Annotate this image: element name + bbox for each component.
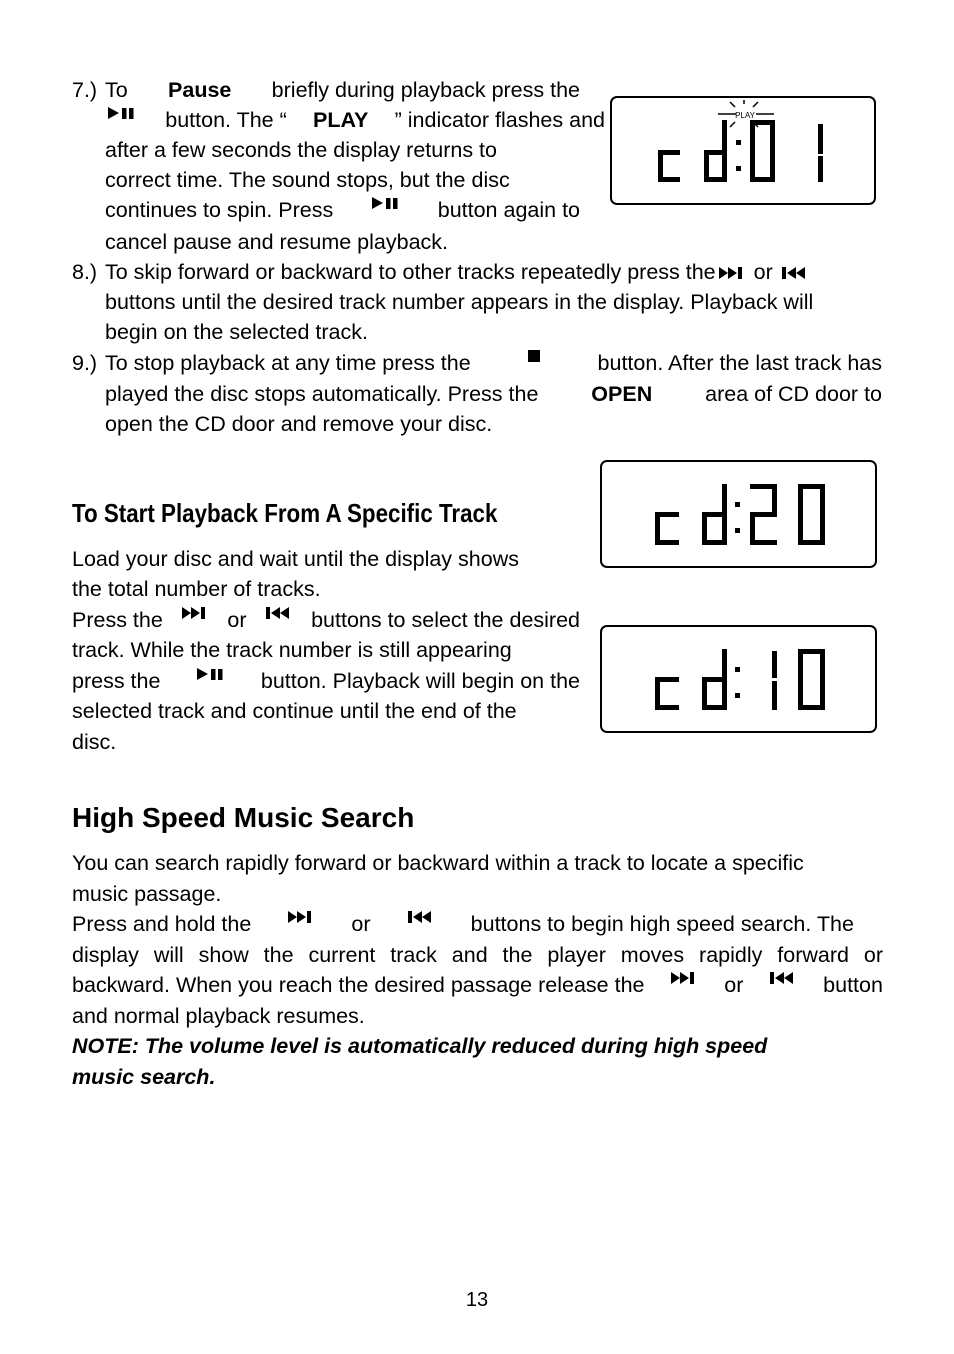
skip-forward-icon (182, 606, 208, 634)
item9-line1 (105, 349, 882, 377)
text: buttons to begin high speed search. The (470, 912, 854, 936)
text: Press and hold the (72, 912, 252, 936)
section2-line6: and normal playback resumes. (72, 1004, 365, 1028)
text: Load your disc and wait until the display shows (72, 547, 519, 571)
text: or (724, 973, 744, 997)
section1-line1 (72, 545, 580, 573)
text: backward. When you reach the desired passage release the (72, 973, 645, 997)
text: or (227, 608, 247, 632)
skip-forward-icon (288, 910, 314, 938)
skip-back-icon (408, 910, 434, 938)
item8-line3: begin on the selected track. (105, 320, 368, 344)
play-pause-icon (197, 667, 225, 695)
play-term: PLAY (313, 108, 369, 132)
item8-line2: buttons until the desired track number appears in the display. Playback will (105, 290, 814, 314)
text: ” indicator flashes and (394, 108, 605, 132)
text: To skip forward or backward to other tracks repeatedly press the (105, 260, 716, 284)
text: buttons to select the desired (311, 608, 580, 632)
text: button. The “ (165, 108, 287, 132)
open-term: OPEN (591, 382, 653, 406)
lcd-display-play (610, 96, 876, 205)
section2-line2: music passage. (72, 882, 222, 906)
play-pause-icon (372, 196, 400, 224)
item7-line3 (105, 136, 580, 164)
text: To stop playback at any time press the (105, 351, 471, 375)
play-pause-icon (108, 106, 136, 134)
text: button. Playback will begin on the (260, 669, 580, 693)
page-number: 13 (465, 1289, 489, 1311)
text: press the (72, 669, 161, 693)
lcd-display-selected (600, 625, 877, 733)
section1-line4: track. While the track number is still appearing (72, 638, 512, 662)
lcd-digits (612, 98, 878, 207)
stop-icon (527, 349, 541, 377)
section1-line3 (72, 606, 580, 634)
text: after a few seconds the display returns to (105, 138, 497, 162)
text: button. After the last track has (597, 351, 882, 375)
item7-line2 (105, 106, 605, 134)
text: or (351, 912, 371, 936)
skip-forward-icon (671, 971, 697, 999)
section1-line5 (72, 667, 580, 695)
text: Press the (72, 608, 163, 632)
text: briefly during playback press the (271, 78, 580, 102)
text: continues to spin. Press (105, 198, 334, 222)
text: button (823, 973, 883, 997)
section1-line6: selected track and continue until the end of the (72, 699, 517, 723)
section2-line4: display will show the current track and the player moves rapidly forward or (72, 943, 883, 967)
item7-line6: cancel pause and resume playback. (105, 230, 449, 254)
item9-line3: open the CD door and remove your disc. (105, 412, 493, 436)
section2-line1: You can search rapidly forward or backward within a track to locate a specific (72, 851, 804, 875)
lcd-display-total (600, 460, 877, 568)
section2-line3 (72, 910, 854, 938)
skip-back-icon (782, 266, 808, 280)
text: area of CD door to (705, 382, 882, 406)
skip-forward-icon (719, 266, 745, 280)
play-indicator: PLAY (735, 111, 755, 120)
skip-back-icon (770, 971, 796, 999)
item7-line5 (105, 196, 580, 224)
item7-line1 (105, 76, 580, 104)
text: button again to (437, 198, 580, 222)
note-line1: NOTE: The volume level is automatically reduced during high speed (72, 1034, 768, 1058)
lcd-digits (602, 627, 879, 735)
text: played the disc stops automatically. Press the (105, 382, 539, 406)
item7-number: 7.) (72, 78, 98, 102)
section-heading-specific-track: To Start Playback From A Specific Track (72, 498, 498, 528)
item8-line1 (105, 258, 811, 286)
section2-line5 (72, 971, 883, 999)
note-line2: music search. (72, 1065, 216, 1089)
lcd-digits (602, 462, 879, 570)
item9-number: 9.) (72, 351, 98, 375)
skip-back-icon (266, 606, 292, 634)
section-heading-high-speed-search: High Speed Music Search (72, 802, 415, 833)
item9-line2 (105, 380, 882, 408)
text: or (753, 260, 773, 284)
text: To (105, 78, 128, 102)
section1-line2: the total number of tracks. (72, 577, 321, 601)
pause-term: Pause (168, 78, 232, 102)
section1-line7: disc. (72, 730, 117, 754)
item8-number: 8.) (72, 260, 98, 284)
item7-line4: correct time. The sound stops, but the disc (105, 168, 510, 192)
